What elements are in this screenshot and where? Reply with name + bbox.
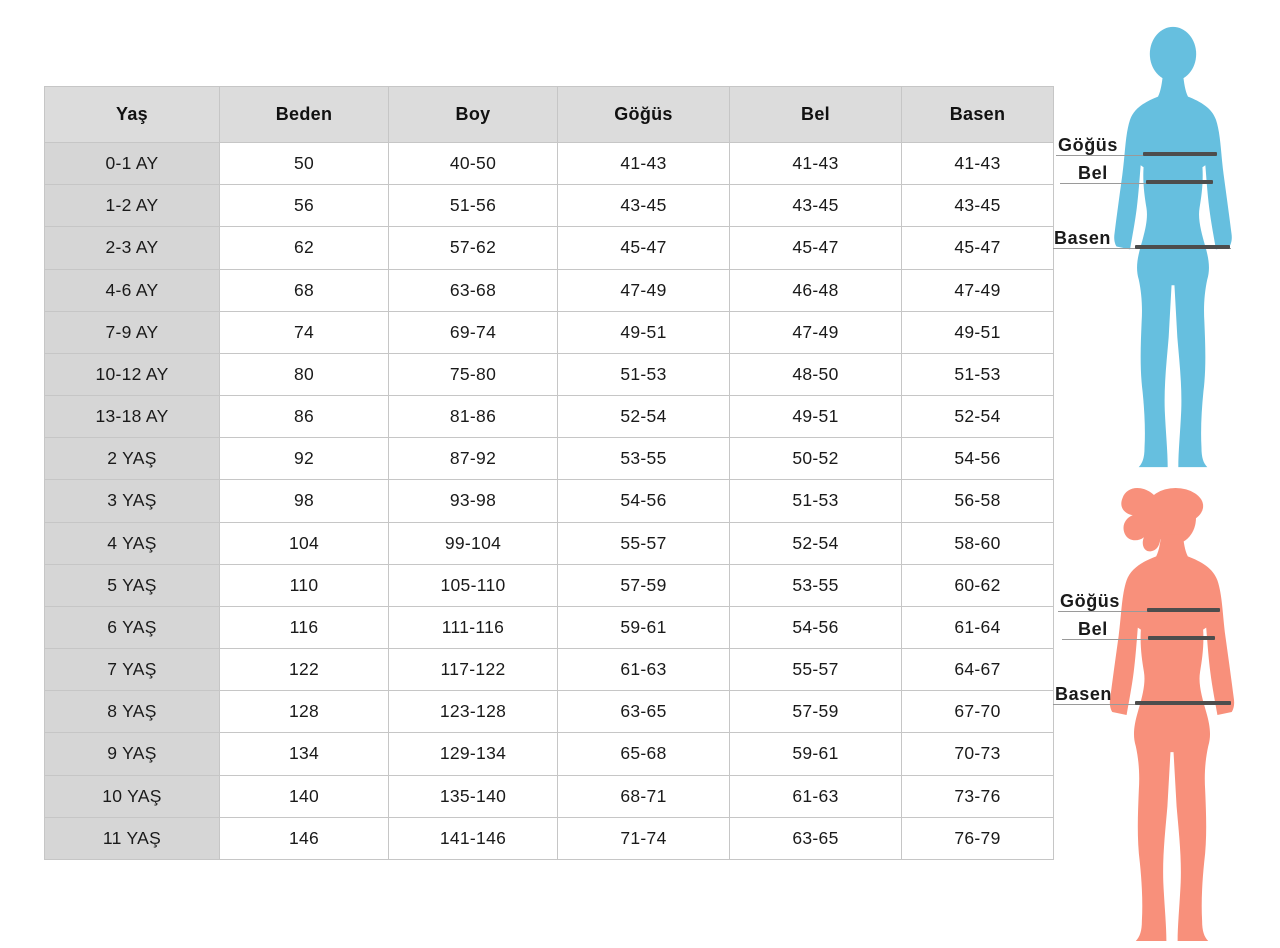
- table-row: [45, 775, 1054, 817]
- value-cell: 61-64: [902, 606, 1054, 648]
- value-cell: 49-51: [730, 396, 902, 438]
- age-cell: 3 YAŞ: [45, 480, 220, 522]
- age-cell: 6 YAŞ: [45, 606, 220, 648]
- value-cell: 61-63: [730, 775, 902, 817]
- value-cell: 41-43: [730, 143, 902, 185]
- table-row: [45, 353, 1054, 395]
- value-cell: 122: [220, 649, 389, 691]
- value-cell: 93-98: [389, 480, 558, 522]
- table-row: [45, 480, 1054, 522]
- value-cell: 63-65: [558, 691, 730, 733]
- table-row: [45, 269, 1054, 311]
- value-cell: 105-110: [389, 564, 558, 606]
- value-cell: 73-76: [902, 775, 1054, 817]
- value-cell: 75-80: [389, 353, 558, 395]
- value-cell: 40-50: [389, 143, 558, 185]
- table-row: [45, 606, 1054, 648]
- value-cell: 92: [220, 438, 389, 480]
- hip-measure-line-bottom-figure: [1135, 701, 1231, 705]
- hip-label-top-figure: Basen: [1054, 228, 1112, 248]
- value-cell: 146: [220, 817, 389, 859]
- table-row: [45, 438, 1054, 480]
- value-cell: 52-54: [902, 396, 1054, 438]
- value-cell: 51-56: [389, 185, 558, 227]
- value-cell: 59-61: [558, 606, 730, 648]
- value-cell: 51-53: [558, 353, 730, 395]
- value-cell: 57-59: [558, 564, 730, 606]
- table-row: [45, 396, 1054, 438]
- table-row: [45, 691, 1054, 733]
- column-header: Basen: [902, 87, 1054, 143]
- column-header: Bel: [730, 87, 902, 143]
- table-row: [45, 227, 1054, 269]
- size-table-body: [45, 143, 1054, 860]
- value-cell: 43-45: [902, 185, 1054, 227]
- age-cell: 2-3 AY: [45, 227, 220, 269]
- chest-measure-line-bottom-figure: [1147, 608, 1220, 612]
- value-cell: 110: [220, 564, 389, 606]
- value-cell: 58-60: [902, 522, 1054, 564]
- value-cell: 135-140: [389, 775, 558, 817]
- value-cell: 64-67: [902, 649, 1054, 691]
- age-cell: 5 YAŞ: [45, 564, 220, 606]
- value-cell: 128: [220, 691, 389, 733]
- value-cell: 41-43: [902, 143, 1054, 185]
- value-cell: 134: [220, 733, 389, 775]
- value-cell: 59-61: [730, 733, 902, 775]
- age-cell: 13-18 AY: [45, 396, 220, 438]
- value-cell: 53-55: [558, 438, 730, 480]
- value-cell: 54-56: [558, 480, 730, 522]
- value-cell: 70-73: [902, 733, 1054, 775]
- value-cell: 45-47: [558, 227, 730, 269]
- age-cell: 8 YAŞ: [45, 691, 220, 733]
- table-row: [45, 143, 1054, 185]
- ponytail-shape: [1121, 488, 1160, 551]
- value-cell: 74: [220, 311, 389, 353]
- value-cell: 54-56: [730, 606, 902, 648]
- value-cell: 141-146: [389, 817, 558, 859]
- waist-label-bottom-figure: Bel: [1078, 619, 1108, 639]
- value-cell: 47-49: [902, 269, 1054, 311]
- value-cell: 41-43: [558, 143, 730, 185]
- value-cell: 43-45: [730, 185, 902, 227]
- hip-label-bottom-figure: Basen: [1055, 684, 1113, 704]
- value-cell: 49-51: [902, 311, 1054, 353]
- table-row: [45, 311, 1054, 353]
- value-cell: 56-58: [902, 480, 1054, 522]
- table-row: [45, 185, 1054, 227]
- value-cell: 99-104: [389, 522, 558, 564]
- value-cell: 65-68: [558, 733, 730, 775]
- value-cell: 98: [220, 480, 389, 522]
- value-cell: 54-56: [902, 438, 1054, 480]
- age-cell: 4 YAŞ: [45, 522, 220, 564]
- value-cell: 45-47: [902, 227, 1054, 269]
- value-cell: 63-68: [389, 269, 558, 311]
- value-cell: 50-52: [730, 438, 902, 480]
- value-cell: 76-79: [902, 817, 1054, 859]
- column-header: Yaş: [45, 87, 220, 143]
- value-cell: 86: [220, 396, 389, 438]
- waist-measure-line-bottom-figure: [1148, 636, 1215, 640]
- age-cell: 1-2 AY: [45, 185, 220, 227]
- value-cell: 49-51: [558, 311, 730, 353]
- table-row: [45, 522, 1054, 564]
- table-row: [45, 733, 1054, 775]
- table-row: [45, 817, 1054, 859]
- chest-measure-line-top-figure: [1143, 152, 1217, 156]
- chest-label-bottom-figure: Göğüs: [1060, 591, 1120, 611]
- age-cell: 7 YAŞ: [45, 649, 220, 691]
- value-cell: 47-49: [730, 311, 902, 353]
- age-cell: 4-6 AY: [45, 269, 220, 311]
- value-cell: 117-122: [389, 649, 558, 691]
- value-cell: 56: [220, 185, 389, 227]
- value-cell: 111-116: [389, 606, 558, 648]
- age-cell: 0-1 AY: [45, 143, 220, 185]
- value-cell: 57-62: [389, 227, 558, 269]
- value-cell: 80: [220, 353, 389, 395]
- chest-label-top-figure: Göğüs: [1058, 135, 1118, 155]
- value-cell: 61-63: [558, 649, 730, 691]
- value-cell: 68-71: [558, 775, 730, 817]
- girl-silhouette-pink-shape: [1110, 488, 1234, 941]
- value-cell: 71-74: [558, 817, 730, 859]
- table-row: [45, 564, 1054, 606]
- value-cell: 57-59: [730, 691, 902, 733]
- waist-label-top-figure: Bel: [1078, 163, 1108, 183]
- value-cell: 48-50: [730, 353, 902, 395]
- value-cell: 69-74: [389, 311, 558, 353]
- age-cell: 7-9 AY: [45, 311, 220, 353]
- value-cell: 123-128: [389, 691, 558, 733]
- value-cell: 87-92: [389, 438, 558, 480]
- value-cell: 104: [220, 522, 389, 564]
- value-cell: 63-65: [730, 817, 902, 859]
- value-cell: 51-53: [730, 480, 902, 522]
- age-cell: 9 YAŞ: [45, 733, 220, 775]
- age-cell: 11 YAŞ: [45, 817, 220, 859]
- column-header: Beden: [220, 87, 389, 143]
- girl-silhouette-pink: [1098, 482, 1246, 944]
- value-cell: 47-49: [558, 269, 730, 311]
- age-cell: 2 YAŞ: [45, 438, 220, 480]
- table-row: [45, 649, 1054, 691]
- value-cell: 55-57: [558, 522, 730, 564]
- hip-measure-line-top-figure: [1135, 245, 1230, 249]
- value-cell: 43-45: [558, 185, 730, 227]
- value-cell: 45-47: [730, 227, 902, 269]
- size-chart-table: [44, 86, 1054, 860]
- value-cell: 52-54: [730, 522, 902, 564]
- column-header: Göğüs: [558, 87, 730, 143]
- value-cell: 67-70: [902, 691, 1054, 733]
- age-cell: 10-12 AY: [45, 353, 220, 395]
- value-cell: 129-134: [389, 733, 558, 775]
- value-cell: 68: [220, 269, 389, 311]
- size-table-header-row: [45, 87, 1054, 143]
- age-cell: 10 YAŞ: [45, 775, 220, 817]
- waist-measure-line-top-figure: [1146, 180, 1213, 184]
- value-cell: 81-86: [389, 396, 558, 438]
- value-cell: 52-54: [558, 396, 730, 438]
- column-header: Boy: [389, 87, 558, 143]
- value-cell: 46-48: [730, 269, 902, 311]
- value-cell: 51-53: [902, 353, 1054, 395]
- value-cell: 53-55: [730, 564, 902, 606]
- value-cell: 55-57: [730, 649, 902, 691]
- value-cell: 116: [220, 606, 389, 648]
- value-cell: 50: [220, 143, 389, 185]
- value-cell: 62: [220, 227, 389, 269]
- value-cell: 140: [220, 775, 389, 817]
- value-cell: 60-62: [902, 564, 1054, 606]
